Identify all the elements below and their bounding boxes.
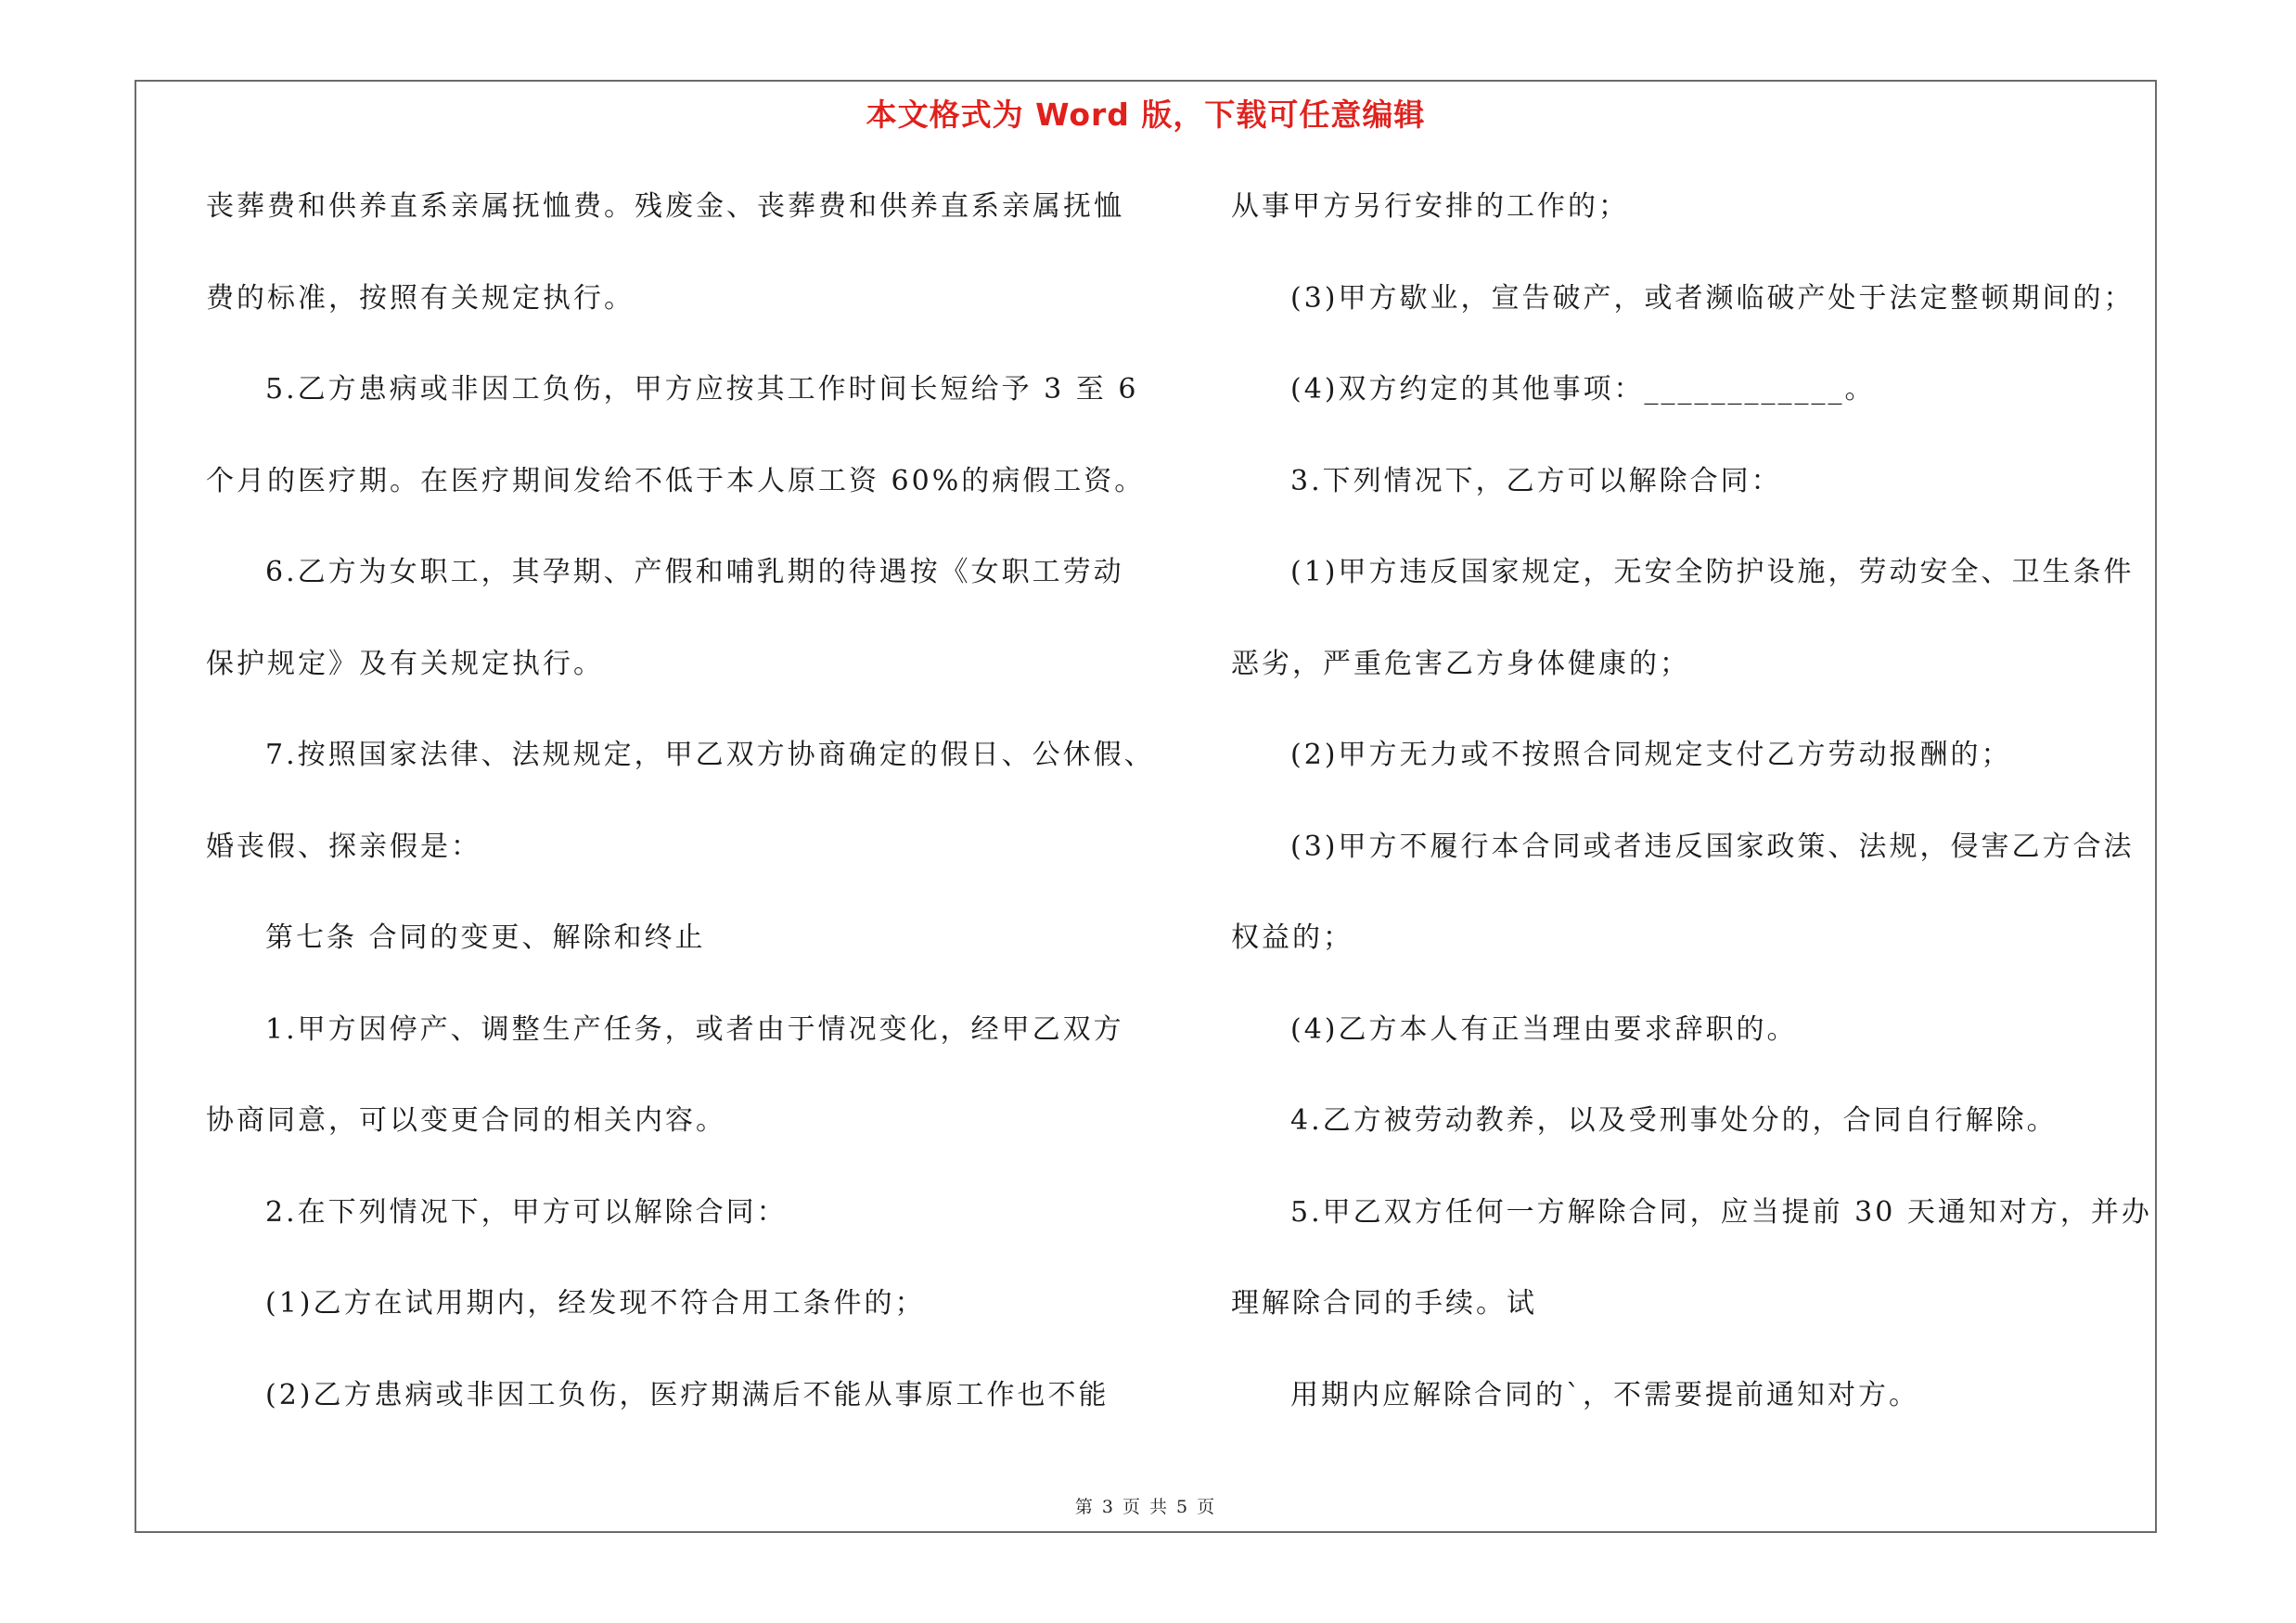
paragraph-line: 1.甲方因停产、调整生产任务，或者由于情况变化，经甲乙双方 (265, 1012, 1124, 1046)
paragraph-line: 恶劣，严重危害乙方身体健康的； (1231, 647, 1690, 680)
paragraph-line: 协商同意，可以变更合同的相关内容。 (206, 1104, 726, 1137)
paragraph-line: (3)甲方不履行本合同或者违反国家政策、法规，侵害乙方合法 (1290, 830, 2135, 863)
paragraph-line: 保护规定》及有关规定执行。 (206, 647, 604, 680)
paragraph-line: 4.乙方被劳动教养，以及受刑事处分的，合同自行解除。 (1290, 1104, 2058, 1137)
section-heading: 第七条 合同的变更、解除和终止 (265, 921, 706, 954)
paragraph-line: (3)甲方歇业，宣告破产，或者濒临破产处于法定整顿期间的； (1290, 281, 2135, 315)
footer-total-pages: 5 (1176, 1497, 1190, 1517)
footer-prefix: 第 (1074, 1497, 1095, 1517)
paragraph-line: 个月的医疗期。在医疗期间发给不低于本人原工资 60%的病假工资。 (206, 464, 1146, 497)
paragraph-line: (4)乙方本人有正当理由要求辞职的。 (1290, 1012, 1798, 1046)
paragraph-line: 用期内应解除合同的`，不需要提前通知对方。 (1290, 1378, 1919, 1411)
footer-page-number: 3 (1101, 1497, 1115, 1517)
paragraph-line: 丧葬费和供养直系亲属抚恤费。残废金、丧葬费和供养直系亲属抚恤 (206, 190, 1124, 223)
paragraph-line: 6.乙方为女职工，其孕期、产假和哺乳期的待遇按《女职工劳动 (265, 556, 1124, 588)
left-column (206, 184, 1155, 1463)
paragraph-line: (1)乙方在试用期内，经发现不符合用工条件的； (265, 1287, 926, 1320)
header-banner: 本文格式为 Word 版，下载可任意编辑 (866, 97, 1426, 133)
paragraph-line: 费的标准，按照有关规定执行。 (206, 281, 635, 315)
paragraph-line: 2.在下列情况下，甲方可以解除合同： (265, 1195, 788, 1229)
paragraph-line: 理解除合同的手续。试 (1231, 1287, 1537, 1320)
paragraph-line: (4)双方约定的其他事项：____________。 (1290, 373, 1876, 406)
page-footer (136, 1493, 2155, 1518)
footer-suffix: 页 (1197, 1497, 1217, 1517)
paragraph-line: 权益的； (1231, 921, 1353, 954)
paragraph-line: (1)甲方违反国家规定，无安全防护设施，劳动安全、卫生条件 (1290, 556, 2135, 588)
paragraph-line: 5.乙方患病或非因工负伤，甲方应按其工作时间长短给予 3 至 6 (265, 373, 1139, 406)
paragraph-line: 从事甲方另行安排的工作的； (1231, 190, 1629, 223)
paragraph-line: (2)甲方无力或不按照合同规定支付乙方劳动报酬的； (1290, 739, 2012, 771)
paragraph-line: 3.下列情况下，乙方可以解除合同： (1290, 464, 1782, 497)
paragraph-line: 5.甲乙双方任何一方解除合同，应当提前 30 天通知对方，并办 (1290, 1195, 2152, 1229)
paragraph-line: 7.按照国家法律、法规规定，甲乙双方协商确定的假日、公休假、 (265, 739, 1155, 771)
paragraph-line: 婚丧假、探亲假是： (206, 830, 481, 863)
paragraph-line: (2)乙方患病或非因工负伤，医疗期满后不能从事原工作也不能 (265, 1378, 1110, 1411)
footer-middle: 页 共 (1122, 1497, 1170, 1517)
right-column (1231, 184, 2159, 1463)
document-page (135, 80, 2157, 1533)
